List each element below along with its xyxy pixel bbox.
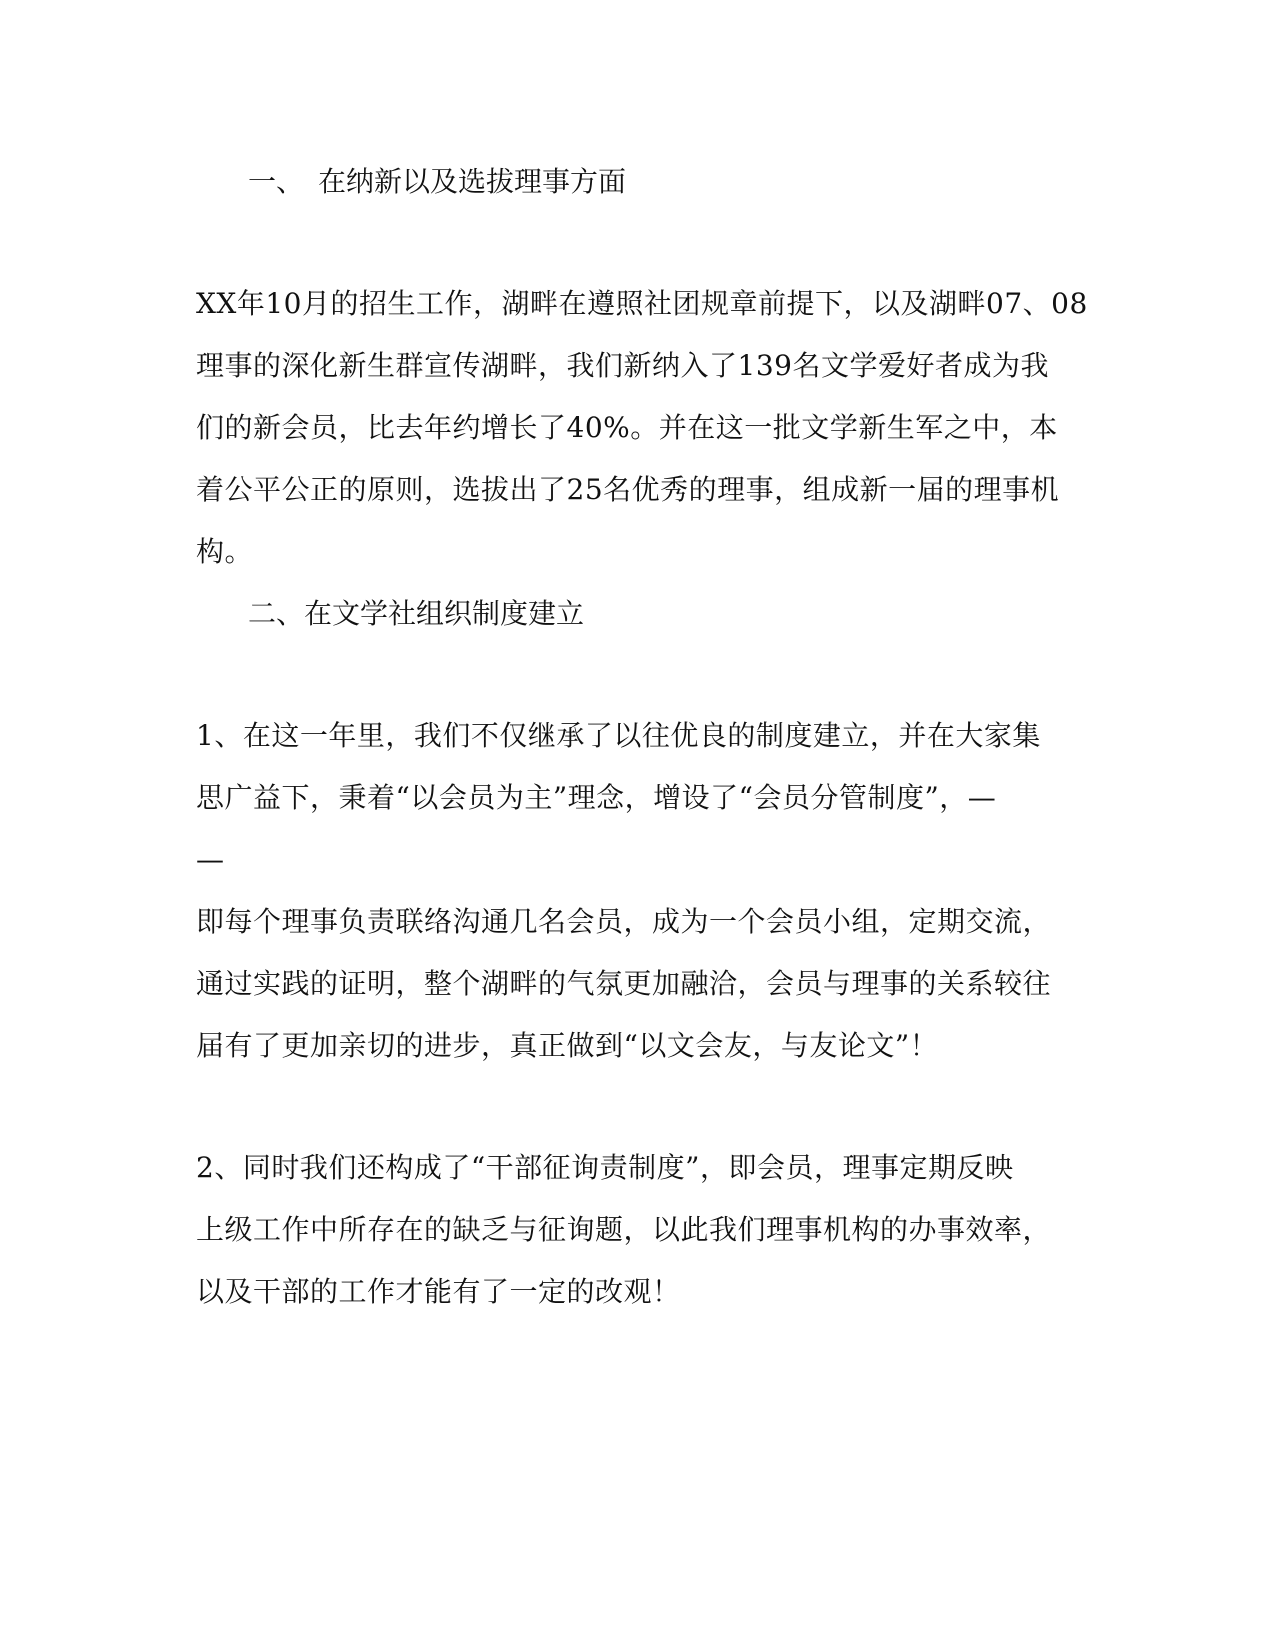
section-1-title: 在纳新以及选拔理事方面 [318, 165, 627, 198]
paragraph-1-line: 们的新会员，比去年约增长了40%。并在这一批文学新生军之中，本 [196, 411, 1058, 444]
item-1-line: 即每个理事负责联络沟通几名会员，成为一个会员小组，定期交流， [196, 905, 1052, 938]
section-2-title: 二、在文学社组织制度建立 [248, 597, 585, 630]
paragraph-1-line: XX年10月的招生工作，湖畔在遵照社团规章前提下，以及湖畔07、08 [196, 287, 1088, 320]
item-1-line: 1、在这一年里，我们不仅继承了以往优良的制度建立，并在大家集 [196, 719, 1041, 752]
paragraph-1-line: 构。 [196, 535, 254, 568]
item-2-line: 2、同时我们还构成了“干部征询责制度”，即会员，理事定期反映 [196, 1151, 1014, 1184]
item-2-line: 上级工作中所存在的缺乏与征询题，以此我们理事机构的办事效率， [196, 1213, 1052, 1246]
paragraph-1-line: 着公平公正的原则，选拔出了25名优秀的理事，组成新一届的理事机 [196, 473, 1060, 506]
paragraph-1-line: 理事的深化新生群宣传湖畔，我们新纳入了139名文学爱好者成为我 [196, 349, 1049, 382]
item-1-line: 通过实践的证明，整个湖畔的气氛更加融洽，会员与理事的关系较往 [196, 967, 1052, 1000]
section-1-number: 一、 [248, 165, 305, 198]
item-1-line: 思广益下，秉着“以会员为主”理念，增设了“会员分管制度”，— [196, 781, 997, 814]
item-1-line: 届有了更加亲切的进步，真正做到“以文会友，与友论文”！ [196, 1029, 939, 1062]
item-2-line: 以及干部的工作才能有了一定的改观！ [196, 1275, 681, 1308]
item-1-line: — [196, 843, 225, 876]
